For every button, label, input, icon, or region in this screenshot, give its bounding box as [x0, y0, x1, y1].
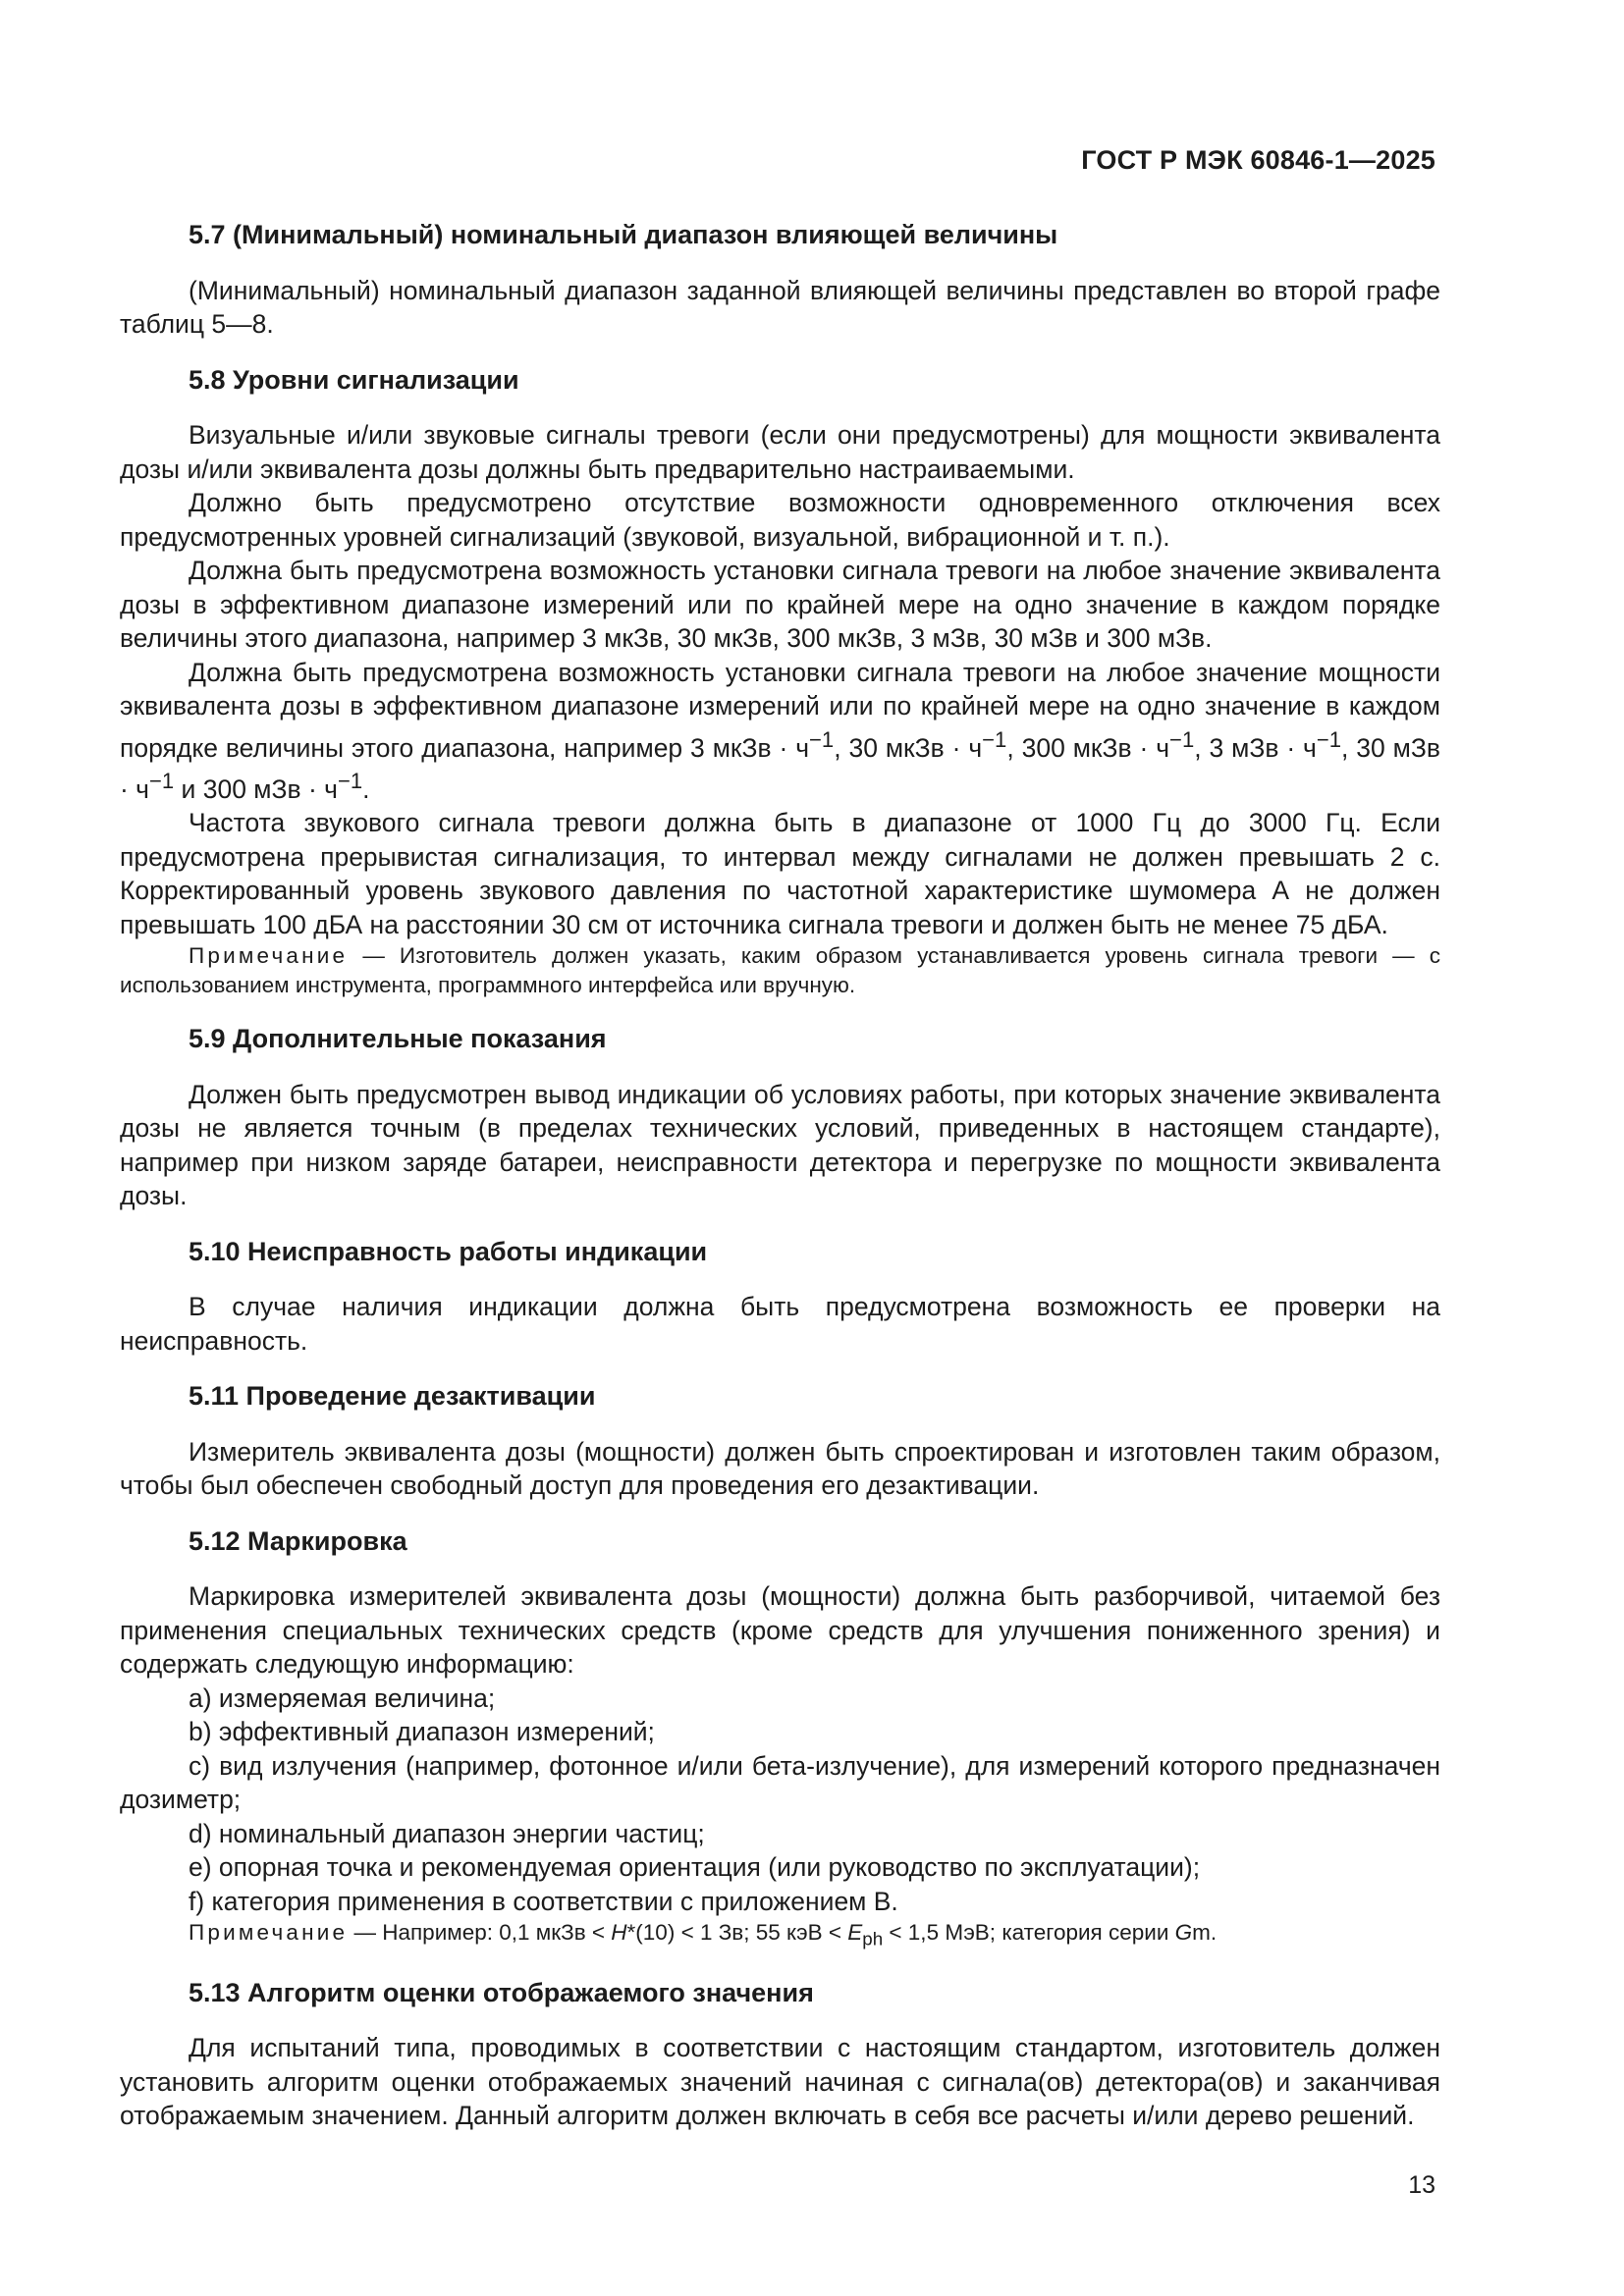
note	[120, 1918, 1440, 1954]
symbol-e: E	[847, 1920, 863, 1946]
section-5-8	[120, 363, 1440, 1001]
superscript: −1	[809, 726, 835, 752]
paragraph: Визуальные и/или звуковые сигналы тревоги (если они предусмотрены) для мощности эквивалента дозы и/или эквивалента дозы должны быть предварительно настраиваемыми.	[120, 420, 1440, 484]
section-5-7	[120, 218, 1440, 342]
superscript: −1	[982, 726, 1007, 752]
note-text: — Например: 0,1 мкЗв <	[348, 1920, 612, 1946]
paragraph: Частота звукового сигнала тревоги должна быть в диапазоне от 1000 Гц до 3000 Гц. Если предусмотрена прерывистая сигнализация, то интервал между сигналами не должен превышать 2 с. Корректированный уровень звукового давления по частотной характеристике шумомера А не должен превышать 100 дБА на расстоянии 30 см от источника сигнала тревоги и должен быть не менее 75 дБА.	[120, 808, 1440, 939]
section-title: 5.7 (Минимальный) номинальный диапазон влияющей величины	[189, 220, 1058, 249]
list-item: a) измеряемая величина;	[189, 1682, 496, 1713]
text-run: , 3 мЗв · ч	[1194, 732, 1317, 763]
paragraph: Измеритель эквивалента дозы (мощности) должен быть спроектирован и изготовлен таким образом, чтобы был обеспечен свободный доступ для проведения его дезактивации.	[120, 1436, 1440, 1501]
paragraph: В случае наличия индикации должна быть предусмотрена возможность ее проверки на неисправность.	[120, 1292, 1440, 1356]
text-run: .	[362, 774, 370, 804]
page-number: 13	[1408, 2171, 1435, 2199]
document-body	[120, 218, 1440, 2155]
note-text: *(10) < 1 Зв; 55 кэВ <	[626, 1920, 848, 1946]
paragraph: Для испытаний типа, проводимых в соответствии с настоящим стандартом, изготовитель должен установить алгоритм оценки отображаемых значений начиная с сигнала(ов) детектора(ов) и заканчивая отображаемым значением. Данный алгоритм должен включать в себя все расчеты и/или дерево решений.	[120, 2033, 1440, 2131]
list-item: e) опорная точка и рекомендуемая ориентация (или руководство по эксплуатации);	[189, 1852, 1201, 1883]
text-run: Должна быть предусмотрена возможность установки сигнала тревоги на любое значение мощности эквивалента дозы в эффективном диапазоне измерений или по крайней мере на одно значение в каждом порядке величины этого диапазона, например 3 мкЗв · ч	[120, 657, 1440, 763]
note	[120, 941, 1440, 1000]
list-item: b) эффективный диапазон измерений;	[189, 1717, 655, 1747]
paragraph: Маркировка измерителей эквивалента дозы (мощности) должна быть разборчивой, читаемой без применения специальных технических средств (кроме средств для улучшения пониженного зрения) и содержать следующую информацию:	[120, 1581, 1440, 1680]
text-run: , 30 мЗв · ч	[120, 732, 1440, 804]
section-title: 5.9 Дополнительные показания	[189, 1024, 607, 1054]
text-run: , 30 мкЗв · ч	[834, 732, 983, 763]
note-label: Примечание	[189, 943, 349, 969]
superscript: −1	[1169, 726, 1195, 752]
section-title: 5.11 Проведение дезактивации	[189, 1381, 596, 1412]
paragraph: (Минимальный) номинальный диапазон заданной влияющей величины представлен во второй графе таблиц 5—8.	[120, 275, 1440, 339]
section-5-9	[120, 1022, 1440, 1213]
section-5-10	[120, 1235, 1440, 1359]
paragraph: Должна быть предусмотрена возможность установки сигнала тревоги на любое значение эквивалента дозы в эффективном диапазоне измерений или по крайней мере на одно значение в каждом порядке величины этого диапазона, например 3 мкЗв, 30 мкЗв, 300 мкЗв, 3 мЗв, 30 мЗв и 300 мЗв.	[120, 556, 1440, 653]
subscript: ph	[862, 1928, 884, 1949]
superscript: −1	[1316, 726, 1342, 752]
note-text: m.	[1192, 1920, 1218, 1946]
paragraph-with-units	[120, 656, 1440, 807]
paragraph: Должен быть предусмотрен вывод индикации об условиях работы, при которых значение эквивалента дозы не является точным (в пределах технических условий, приведенных в настоящем стандарте), например при низком заряде батареи, неисправности детектора и перегрузке по мощности эквивалента дозы.	[120, 1079, 1440, 1211]
list-item: f) категория применения в соответствии с приложением B.	[189, 1886, 898, 1916]
section-title: 5.12 Маркировка	[189, 1525, 407, 1556]
symbol-h: H	[611, 1920, 627, 1946]
list-item: c) вид излучения (например, фотонное и/или бета-излучение), для измерений которого предназначен дозиметр;	[120, 1750, 1440, 1815]
paragraph: Должно быть предусмотрено отсутствие возможности одновременного отключения всех предусмотренных уровней сигнализаций (звуковой, визуальной, вибрационной и т. п.).	[120, 488, 1440, 552]
text-run: , 300 мкЗв · ч	[1006, 732, 1170, 763]
note-text: < 1,5 МэВ; категория серии	[883, 1920, 1175, 1946]
symbol-g: G	[1174, 1920, 1193, 1946]
list-item: d) номинальный диапазон энергии частиц;	[189, 1818, 705, 1848]
note-text: — Изготовитель должен указать, каким образом устанавливается уровень сигнала тревоги — с использованием инструмента, программного интерфейса или вручную.	[120, 943, 1440, 998]
section-title: 5.8 Уровни сигнализации	[189, 364, 519, 395]
note-label: Примечание	[189, 1920, 349, 1946]
document-header: ГОСТ Р МЭК 60846-1—2025	[1081, 145, 1435, 175]
superscript: −1	[337, 768, 363, 793]
section-title: 5.13 Алгоритм оценки отображаемого значения	[189, 1977, 814, 2007]
section-title: 5.10 Неисправность работы индикации	[189, 1236, 708, 1266]
superscript: −1	[149, 768, 175, 793]
section-5-13	[120, 1976, 1440, 2133]
text-run: и 300 мЗв · ч	[174, 774, 338, 804]
section-5-11	[120, 1379, 1440, 1503]
section-5-12	[120, 1524, 1440, 1954]
